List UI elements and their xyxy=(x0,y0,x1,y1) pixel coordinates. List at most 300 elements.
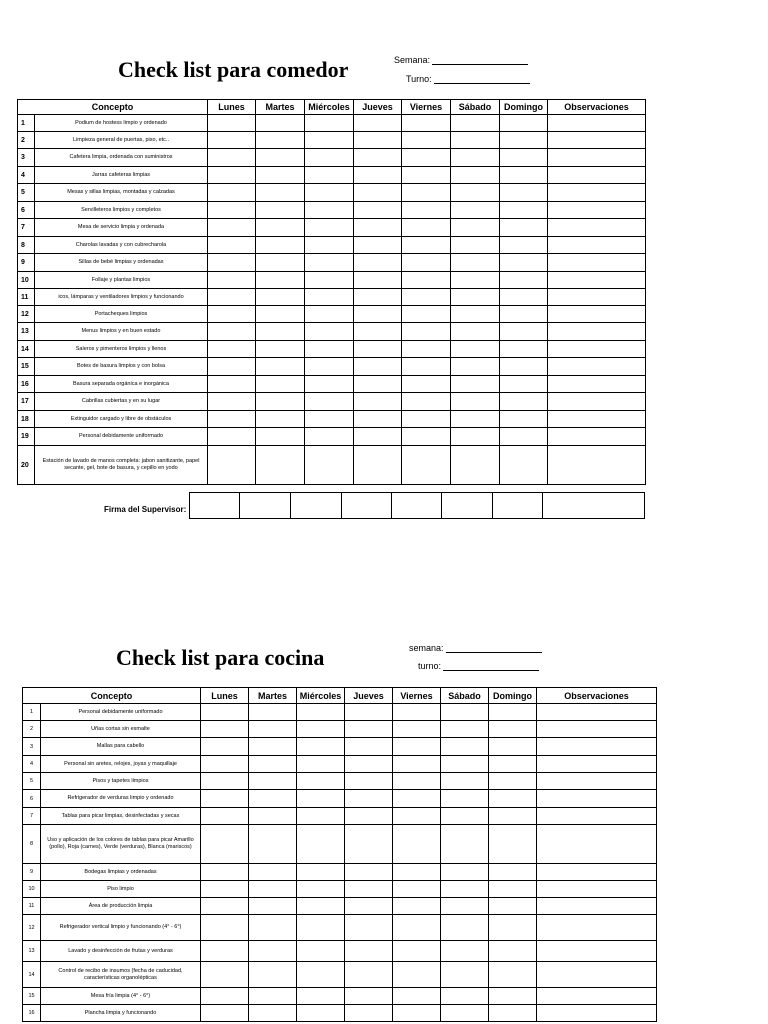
day-check-cell[interactable] xyxy=(393,704,441,721)
day-check-cell[interactable] xyxy=(441,988,489,1005)
signature-cell[interactable] xyxy=(341,493,391,519)
day-check-cell[interactable] xyxy=(297,915,345,941)
signature-cell[interactable] xyxy=(543,493,645,519)
day-check-cell[interactable] xyxy=(305,202,354,219)
day-check-cell[interactable] xyxy=(500,289,548,306)
observations-cell[interactable] xyxy=(537,704,657,721)
day-check-cell[interactable] xyxy=(249,864,297,881)
day-check-cell[interactable] xyxy=(451,184,500,202)
day-check-cell[interactable] xyxy=(297,721,345,738)
day-check-cell[interactable] xyxy=(249,790,297,808)
day-check-cell[interactable] xyxy=(402,393,451,411)
day-check-cell[interactable] xyxy=(201,721,249,738)
day-check-cell[interactable] xyxy=(402,132,451,149)
day-check-cell[interactable] xyxy=(208,132,256,149)
day-check-cell[interactable] xyxy=(249,825,297,864)
day-check-cell[interactable] xyxy=(305,428,354,446)
day-check-cell[interactable] xyxy=(393,756,441,773)
day-check-cell[interactable] xyxy=(345,704,393,721)
day-check-cell[interactable] xyxy=(256,149,305,167)
day-check-cell[interactable] xyxy=(393,1005,441,1022)
day-check-cell[interactable] xyxy=(305,411,354,428)
day-check-cell[interactable] xyxy=(345,825,393,864)
day-check-cell[interactable] xyxy=(305,272,354,289)
day-check-cell[interactable] xyxy=(305,219,354,237)
day-check-cell[interactable] xyxy=(451,446,500,485)
day-check-cell[interactable] xyxy=(256,376,305,393)
day-check-cell[interactable] xyxy=(305,358,354,376)
day-check-cell[interactable] xyxy=(354,149,402,167)
day-check-cell[interactable] xyxy=(393,881,441,898)
day-check-cell[interactable] xyxy=(451,358,500,376)
day-check-cell[interactable] xyxy=(297,881,345,898)
day-check-cell[interactable] xyxy=(345,773,393,790)
observations-cell[interactable] xyxy=(537,898,657,915)
day-check-cell[interactable] xyxy=(345,898,393,915)
day-check-cell[interactable] xyxy=(393,721,441,738)
day-check-cell[interactable] xyxy=(345,756,393,773)
observations-cell[interactable] xyxy=(537,790,657,808)
day-check-cell[interactable] xyxy=(402,358,451,376)
day-check-cell[interactable] xyxy=(402,115,451,132)
day-check-cell[interactable] xyxy=(489,738,537,756)
day-check-cell[interactable] xyxy=(345,962,393,988)
day-check-cell[interactable] xyxy=(201,962,249,988)
day-check-cell[interactable] xyxy=(208,219,256,237)
day-check-cell[interactable] xyxy=(345,808,393,825)
observations-cell[interactable] xyxy=(537,962,657,988)
day-check-cell[interactable] xyxy=(451,149,500,167)
day-check-cell[interactable] xyxy=(500,184,548,202)
observations-cell[interactable] xyxy=(548,219,646,237)
day-check-cell[interactable] xyxy=(489,790,537,808)
day-check-cell[interactable] xyxy=(500,323,548,341)
day-check-cell[interactable] xyxy=(354,237,402,254)
day-check-cell[interactable] xyxy=(354,393,402,411)
day-check-cell[interactable] xyxy=(208,115,256,132)
day-check-cell[interactable] xyxy=(441,864,489,881)
day-check-cell[interactable] xyxy=(305,237,354,254)
day-check-cell[interactable] xyxy=(489,988,537,1005)
day-check-cell[interactable] xyxy=(256,272,305,289)
day-check-cell[interactable] xyxy=(354,446,402,485)
observations-cell[interactable] xyxy=(548,428,646,446)
day-check-cell[interactable] xyxy=(441,790,489,808)
day-check-cell[interactable] xyxy=(249,1005,297,1022)
day-check-cell[interactable] xyxy=(402,254,451,272)
day-check-cell[interactable] xyxy=(208,149,256,167)
observations-cell[interactable] xyxy=(548,149,646,167)
day-check-cell[interactable] xyxy=(441,738,489,756)
day-check-cell[interactable] xyxy=(256,254,305,272)
observations-cell[interactable] xyxy=(548,358,646,376)
day-check-cell[interactable] xyxy=(354,132,402,149)
day-check-cell[interactable] xyxy=(402,446,451,485)
day-check-cell[interactable] xyxy=(354,376,402,393)
day-check-cell[interactable] xyxy=(208,289,256,306)
day-check-cell[interactable] xyxy=(249,773,297,790)
day-check-cell[interactable] xyxy=(201,1005,249,1022)
day-check-cell[interactable] xyxy=(441,1005,489,1022)
day-check-cell[interactable] xyxy=(500,167,548,184)
day-check-cell[interactable] xyxy=(500,272,548,289)
signature-cell[interactable] xyxy=(391,493,442,519)
day-check-cell[interactable] xyxy=(354,254,402,272)
day-check-cell[interactable] xyxy=(441,721,489,738)
day-check-cell[interactable] xyxy=(500,376,548,393)
day-check-cell[interactable] xyxy=(402,376,451,393)
day-check-cell[interactable] xyxy=(354,306,402,323)
day-check-cell[interactable] xyxy=(354,289,402,306)
day-check-cell[interactable] xyxy=(297,825,345,864)
day-check-cell[interactable] xyxy=(201,738,249,756)
day-check-cell[interactable] xyxy=(297,704,345,721)
observations-cell[interactable] xyxy=(548,393,646,411)
day-check-cell[interactable] xyxy=(393,915,441,941)
day-check-cell[interactable] xyxy=(256,115,305,132)
day-check-cell[interactable] xyxy=(256,358,305,376)
signature-cell[interactable] xyxy=(493,493,543,519)
day-check-cell[interactable] xyxy=(305,376,354,393)
observations-cell[interactable] xyxy=(548,376,646,393)
day-check-cell[interactable] xyxy=(305,446,354,485)
observations-cell[interactable] xyxy=(537,721,657,738)
day-check-cell[interactable] xyxy=(249,988,297,1005)
day-check-cell[interactable] xyxy=(249,756,297,773)
day-check-cell[interactable] xyxy=(305,115,354,132)
day-check-cell[interactable] xyxy=(402,341,451,358)
day-check-cell[interactable] xyxy=(208,272,256,289)
day-check-cell[interactable] xyxy=(201,808,249,825)
signature-cell[interactable] xyxy=(190,493,240,519)
day-check-cell[interactable] xyxy=(297,773,345,790)
day-check-cell[interactable] xyxy=(201,773,249,790)
day-check-cell[interactable] xyxy=(451,323,500,341)
day-check-cell[interactable] xyxy=(305,149,354,167)
day-check-cell[interactable] xyxy=(297,941,345,962)
day-check-cell[interactable] xyxy=(354,272,402,289)
day-check-cell[interactable] xyxy=(354,428,402,446)
observations-cell[interactable] xyxy=(548,202,646,219)
day-check-cell[interactable] xyxy=(402,219,451,237)
observations-cell[interactable] xyxy=(548,341,646,358)
day-check-cell[interactable] xyxy=(489,756,537,773)
day-check-cell[interactable] xyxy=(441,704,489,721)
observations-cell[interactable] xyxy=(537,773,657,790)
observations-cell[interactable] xyxy=(537,881,657,898)
observations-cell[interactable] xyxy=(537,864,657,881)
day-check-cell[interactable] xyxy=(305,184,354,202)
day-check-cell[interactable] xyxy=(297,898,345,915)
day-check-cell[interactable] xyxy=(500,358,548,376)
day-check-cell[interactable] xyxy=(201,881,249,898)
day-check-cell[interactable] xyxy=(208,254,256,272)
day-check-cell[interactable] xyxy=(489,721,537,738)
day-check-cell[interactable] xyxy=(451,254,500,272)
day-check-cell[interactable] xyxy=(441,756,489,773)
day-check-cell[interactable] xyxy=(441,915,489,941)
day-check-cell[interactable] xyxy=(402,184,451,202)
day-check-cell[interactable] xyxy=(500,341,548,358)
signature-cell[interactable] xyxy=(239,493,290,519)
day-check-cell[interactable] xyxy=(402,428,451,446)
day-check-cell[interactable] xyxy=(402,411,451,428)
day-check-cell[interactable] xyxy=(249,738,297,756)
day-check-cell[interactable] xyxy=(354,341,402,358)
day-check-cell[interactable] xyxy=(354,323,402,341)
observations-cell[interactable] xyxy=(548,272,646,289)
day-check-cell[interactable] xyxy=(441,898,489,915)
day-check-cell[interactable] xyxy=(201,988,249,1005)
day-check-cell[interactable] xyxy=(208,323,256,341)
day-check-cell[interactable] xyxy=(500,411,548,428)
day-check-cell[interactable] xyxy=(297,756,345,773)
observations-cell[interactable] xyxy=(537,915,657,941)
day-check-cell[interactable] xyxy=(297,1005,345,1022)
observations-cell[interactable] xyxy=(548,446,646,485)
day-check-cell[interactable] xyxy=(500,202,548,219)
signature-cell[interactable] xyxy=(442,493,493,519)
day-check-cell[interactable] xyxy=(249,915,297,941)
day-check-cell[interactable] xyxy=(256,341,305,358)
day-check-cell[interactable] xyxy=(256,306,305,323)
day-check-cell[interactable] xyxy=(451,341,500,358)
comedor-week-field[interactable] xyxy=(394,55,528,65)
observations-cell[interactable] xyxy=(548,306,646,323)
day-check-cell[interactable] xyxy=(402,237,451,254)
day-check-cell[interactable] xyxy=(249,721,297,738)
day-check-cell[interactable] xyxy=(354,184,402,202)
day-check-cell[interactable] xyxy=(354,358,402,376)
cocina-week-field[interactable] xyxy=(409,643,542,653)
day-check-cell[interactable] xyxy=(393,941,441,962)
day-check-cell[interactable] xyxy=(393,808,441,825)
day-check-cell[interactable] xyxy=(305,167,354,184)
day-check-cell[interactable] xyxy=(402,289,451,306)
day-check-cell[interactable] xyxy=(305,132,354,149)
day-check-cell[interactable] xyxy=(451,272,500,289)
observations-cell[interactable] xyxy=(548,167,646,184)
day-check-cell[interactable] xyxy=(256,202,305,219)
observations-cell[interactable] xyxy=(537,941,657,962)
day-check-cell[interactable] xyxy=(256,393,305,411)
observations-cell[interactable] xyxy=(548,132,646,149)
day-check-cell[interactable] xyxy=(489,864,537,881)
day-check-cell[interactable] xyxy=(201,825,249,864)
day-check-cell[interactable] xyxy=(345,915,393,941)
day-check-cell[interactable] xyxy=(500,237,548,254)
cocina-shift-field[interactable] xyxy=(418,661,539,671)
day-check-cell[interactable] xyxy=(393,962,441,988)
day-check-cell[interactable] xyxy=(393,738,441,756)
day-check-cell[interactable] xyxy=(208,446,256,485)
observations-cell[interactable] xyxy=(537,1005,657,1022)
day-check-cell[interactable] xyxy=(451,132,500,149)
day-check-cell[interactable] xyxy=(208,393,256,411)
day-check-cell[interactable] xyxy=(393,790,441,808)
day-check-cell[interactable] xyxy=(489,941,537,962)
day-check-cell[interactable] xyxy=(489,808,537,825)
day-check-cell[interactable] xyxy=(256,237,305,254)
day-check-cell[interactable] xyxy=(201,898,249,915)
observations-cell[interactable] xyxy=(548,289,646,306)
day-check-cell[interactable] xyxy=(345,988,393,1005)
day-check-cell[interactable] xyxy=(297,864,345,881)
day-check-cell[interactable] xyxy=(500,115,548,132)
day-check-cell[interactable] xyxy=(208,358,256,376)
day-check-cell[interactable] xyxy=(201,864,249,881)
observations-cell[interactable] xyxy=(548,254,646,272)
day-check-cell[interactable] xyxy=(208,184,256,202)
day-check-cell[interactable] xyxy=(489,915,537,941)
day-check-cell[interactable] xyxy=(297,808,345,825)
day-check-cell[interactable] xyxy=(208,428,256,446)
day-check-cell[interactable] xyxy=(256,167,305,184)
day-check-cell[interactable] xyxy=(451,202,500,219)
day-check-cell[interactable] xyxy=(441,941,489,962)
day-check-cell[interactable] xyxy=(489,773,537,790)
day-check-cell[interactable] xyxy=(354,202,402,219)
day-check-cell[interactable] xyxy=(249,898,297,915)
day-check-cell[interactable] xyxy=(256,446,305,485)
day-check-cell[interactable] xyxy=(249,941,297,962)
observations-cell[interactable] xyxy=(537,825,657,864)
day-check-cell[interactable] xyxy=(393,773,441,790)
day-check-cell[interactable] xyxy=(256,184,305,202)
day-check-cell[interactable] xyxy=(208,167,256,184)
day-check-cell[interactable] xyxy=(402,306,451,323)
day-check-cell[interactable] xyxy=(500,393,548,411)
day-check-cell[interactable] xyxy=(393,988,441,1005)
day-check-cell[interactable] xyxy=(441,808,489,825)
day-check-cell[interactable] xyxy=(500,132,548,149)
day-check-cell[interactable] xyxy=(249,881,297,898)
day-check-cell[interactable] xyxy=(393,898,441,915)
day-check-cell[interactable] xyxy=(402,149,451,167)
day-check-cell[interactable] xyxy=(345,1005,393,1022)
observations-cell[interactable] xyxy=(548,184,646,202)
day-check-cell[interactable] xyxy=(208,376,256,393)
observations-cell[interactable] xyxy=(537,756,657,773)
observations-cell[interactable] xyxy=(537,808,657,825)
day-check-cell[interactable] xyxy=(305,289,354,306)
day-check-cell[interactable] xyxy=(402,323,451,341)
day-check-cell[interactable] xyxy=(451,428,500,446)
day-check-cell[interactable] xyxy=(489,825,537,864)
day-check-cell[interactable] xyxy=(345,721,393,738)
day-check-cell[interactable] xyxy=(305,341,354,358)
day-check-cell[interactable] xyxy=(500,306,548,323)
day-check-cell[interactable] xyxy=(249,704,297,721)
signature-cell[interactable] xyxy=(290,493,341,519)
day-check-cell[interactable] xyxy=(208,341,256,358)
day-check-cell[interactable] xyxy=(402,167,451,184)
day-check-cell[interactable] xyxy=(354,115,402,132)
day-check-cell[interactable] xyxy=(256,132,305,149)
day-check-cell[interactable] xyxy=(489,704,537,721)
day-check-cell[interactable] xyxy=(402,202,451,219)
day-check-cell[interactable] xyxy=(500,254,548,272)
day-check-cell[interactable] xyxy=(297,790,345,808)
day-check-cell[interactable] xyxy=(297,988,345,1005)
day-check-cell[interactable] xyxy=(441,881,489,898)
day-check-cell[interactable] xyxy=(451,393,500,411)
day-check-cell[interactable] xyxy=(500,219,548,237)
observations-cell[interactable] xyxy=(537,738,657,756)
day-check-cell[interactable] xyxy=(393,825,441,864)
day-check-cell[interactable] xyxy=(305,393,354,411)
day-check-cell[interactable] xyxy=(451,306,500,323)
day-check-cell[interactable] xyxy=(451,376,500,393)
day-check-cell[interactable] xyxy=(451,411,500,428)
day-check-cell[interactable] xyxy=(500,446,548,485)
day-check-cell[interactable] xyxy=(441,825,489,864)
day-check-cell[interactable] xyxy=(345,864,393,881)
day-check-cell[interactable] xyxy=(256,219,305,237)
day-check-cell[interactable] xyxy=(451,115,500,132)
observations-cell[interactable] xyxy=(548,237,646,254)
day-check-cell[interactable] xyxy=(451,219,500,237)
day-check-cell[interactable] xyxy=(489,881,537,898)
day-check-cell[interactable] xyxy=(489,962,537,988)
day-check-cell[interactable] xyxy=(500,149,548,167)
supervisor-signature-table[interactable] xyxy=(189,492,645,519)
day-check-cell[interactable] xyxy=(256,289,305,306)
day-check-cell[interactable] xyxy=(201,941,249,962)
day-check-cell[interactable] xyxy=(249,808,297,825)
day-check-cell[interactable] xyxy=(201,704,249,721)
day-check-cell[interactable] xyxy=(201,756,249,773)
day-check-cell[interactable] xyxy=(256,411,305,428)
day-check-cell[interactable] xyxy=(201,915,249,941)
day-check-cell[interactable] xyxy=(208,202,256,219)
day-check-cell[interactable] xyxy=(402,272,451,289)
comedor-shift-field[interactable] xyxy=(406,74,530,84)
day-check-cell[interactable] xyxy=(345,738,393,756)
day-check-cell[interactable] xyxy=(345,941,393,962)
day-check-cell[interactable] xyxy=(441,962,489,988)
day-check-cell[interactable] xyxy=(297,962,345,988)
observations-cell[interactable] xyxy=(548,411,646,428)
day-check-cell[interactable] xyxy=(345,790,393,808)
observations-cell[interactable] xyxy=(537,988,657,1005)
day-check-cell[interactable] xyxy=(451,289,500,306)
day-check-cell[interactable] xyxy=(208,411,256,428)
day-check-cell[interactable] xyxy=(201,790,249,808)
day-check-cell[interactable] xyxy=(393,864,441,881)
day-check-cell[interactable] xyxy=(345,881,393,898)
day-check-cell[interactable] xyxy=(208,237,256,254)
day-check-cell[interactable] xyxy=(256,323,305,341)
day-check-cell[interactable] xyxy=(451,237,500,254)
day-check-cell[interactable] xyxy=(354,219,402,237)
day-check-cell[interactable] xyxy=(305,323,354,341)
day-check-cell[interactable] xyxy=(451,167,500,184)
day-check-cell[interactable] xyxy=(441,773,489,790)
day-check-cell[interactable] xyxy=(297,738,345,756)
day-check-cell[interactable] xyxy=(500,428,548,446)
day-check-cell[interactable] xyxy=(354,411,402,428)
day-check-cell[interactable] xyxy=(249,962,297,988)
day-check-cell[interactable] xyxy=(208,306,256,323)
observations-cell[interactable] xyxy=(548,323,646,341)
day-check-cell[interactable] xyxy=(489,898,537,915)
day-check-cell[interactable] xyxy=(489,1005,537,1022)
day-check-cell[interactable] xyxy=(305,306,354,323)
day-check-cell[interactable] xyxy=(354,167,402,184)
observations-cell[interactable] xyxy=(548,115,646,132)
day-check-cell[interactable] xyxy=(305,254,354,272)
